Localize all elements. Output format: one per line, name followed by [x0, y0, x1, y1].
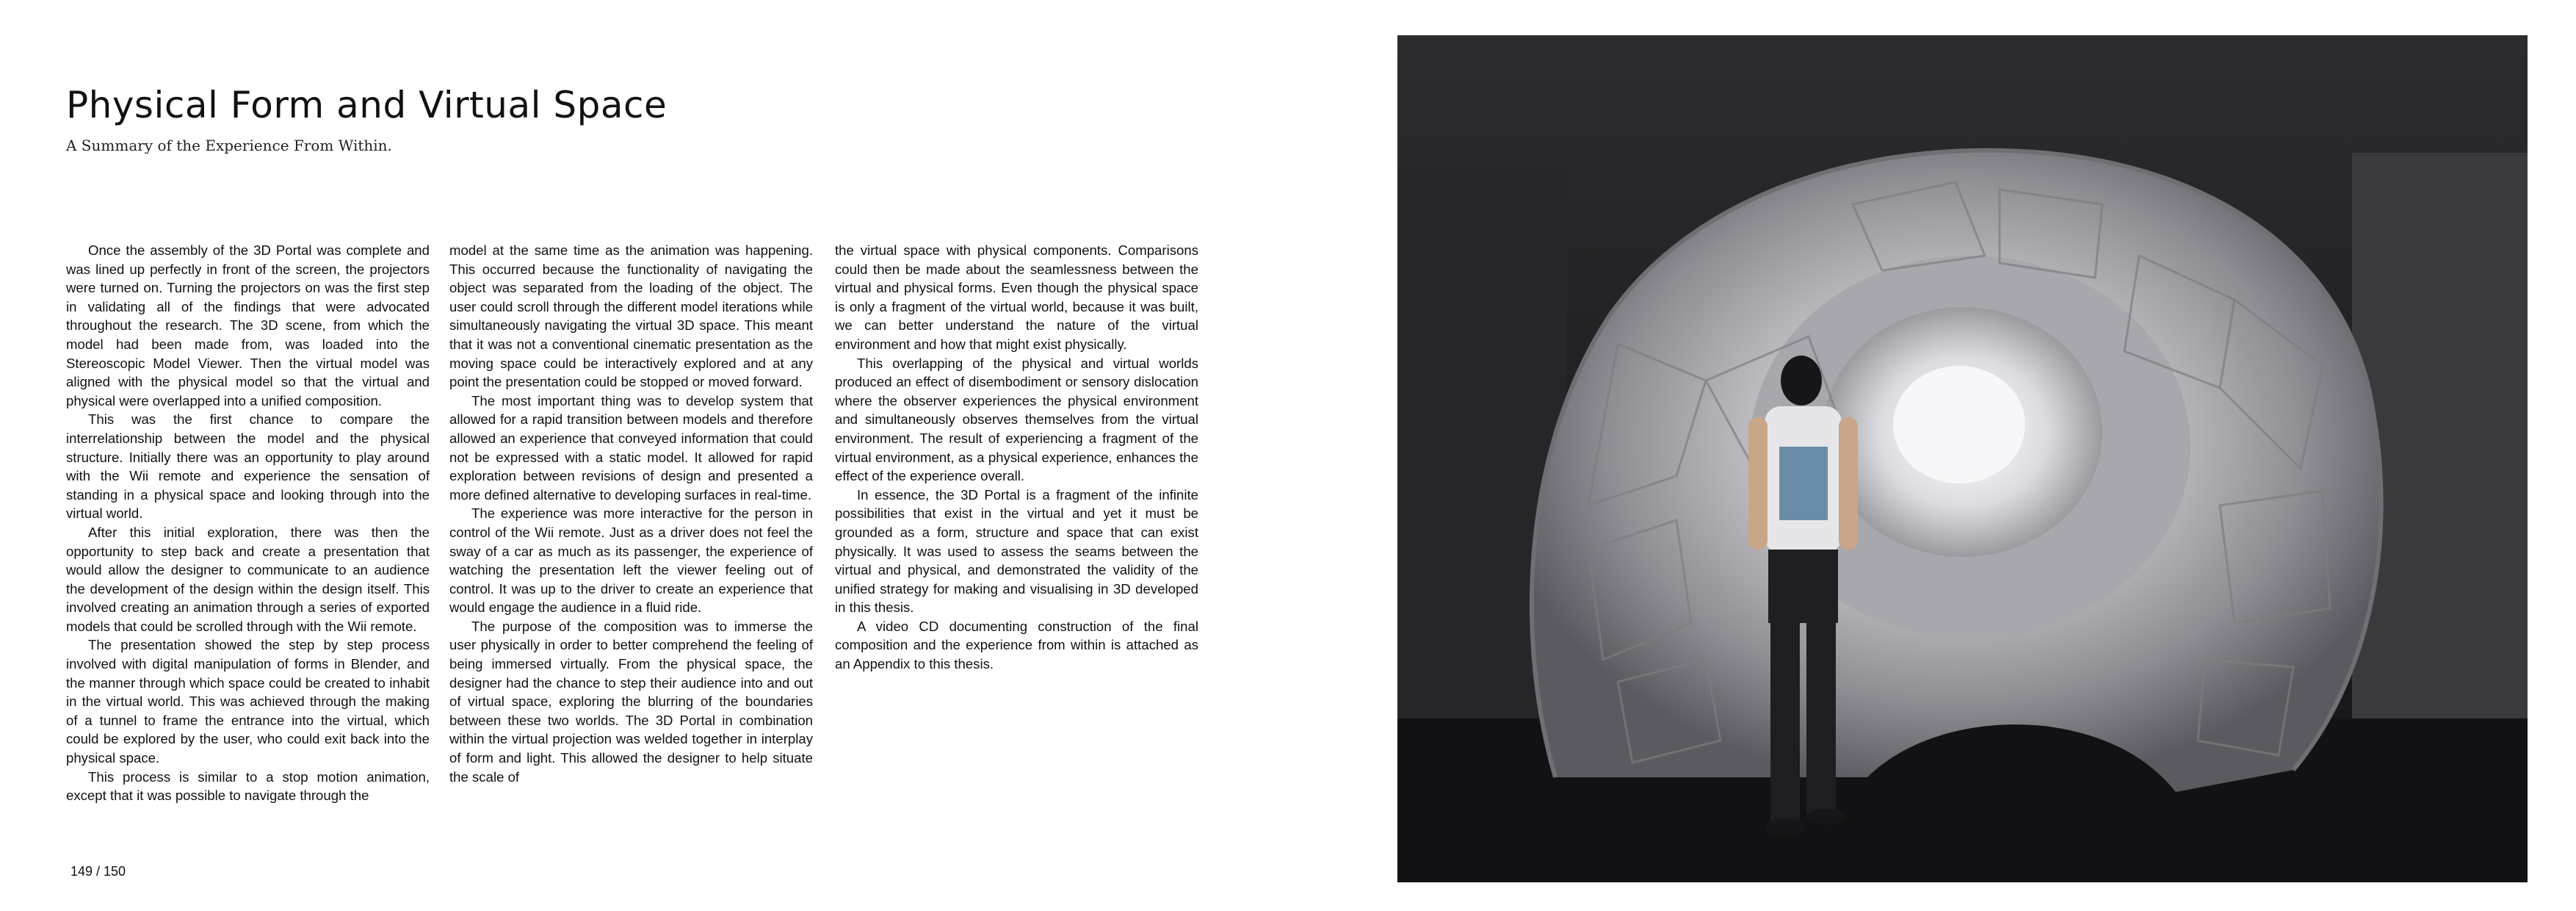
body-paragraph: A video CD documenting construction of the final composition and the experience from within is attached as an Appendix to this thesis.: [835, 618, 1198, 672]
body-paragraph: In essence, the 3D Portal is a fragment of the infinite possibilities that exist in the virtual and yet it must be grounded as a form, structure and space that can exist physically. It was used to assess the seams between the virtual and physical, and demonstrated the validity of the unified strategy for making and visualising in 3D developed in this thesis.: [835, 486, 1198, 616]
body-paragraph: model at the same time as the animation was happening. This occurred because the functionality of navigating the object was separated from the loading of the object. The user could scroll through the different model iterations while simultaneously navigating the virtual 3D space. This meant that it was not a conventional cinematic presentation as the moving space could be interactively explored and at any point the presentation could be stopped or moved forward.: [449, 242, 813, 390]
body-paragraph: Once the assembly of the 3D Portal was complete and was lined up perfectly in front of the screen, the projectors were turned on. Turning the projectors on was the first step in validating all of the findings that were advocated throughout the research. The 3D scene, from which the model had been made from, was loaded into the Stereoscopic Model Viewer. Then the virtual model was aligned with the physical model so that the virtual and physical were overlapped into a unified composition.: [66, 242, 430, 408]
text-column-2: [449, 241, 813, 786]
body-paragraph: After this initial exploration, there was then the opportunity to step back and create a presentation that would allow the designer to communicate to an audience the development of the design within the design itself. This involved creating an animation through a series of exported models that could be scrolled through with the Wii remote.: [66, 524, 430, 634]
text-column-1: [66, 241, 430, 805]
text-column-3: [835, 241, 1198, 674]
body-paragraph: The presentation showed the step by step process involved with digital manipulation of forms in Blender, and the manner through which space could be created to inhabit in the virtual world. This was achieved through the making of a tunnel to frame the entrance into the virtual, which could be explored by the user, who could exit back into the physical space.: [66, 637, 430, 766]
body-paragraph: The experience was more interactive for the person in control of the Wii remote. Just as a driver does not feel the sway of a car as much as its passenger, the experience of watching the presentation left the viewer feeling out of control. It was up to the driver to create an experience that would engage the audience in a fluid ride.: [449, 505, 813, 616]
body-paragraph: This was the first chance to compare the interrelationship between the model and the physical structure. Initially there was an opportunity to play around with the Wii remote and experience the sensation of standing in a physical space and looking through into the virtual world.: [66, 411, 430, 522]
body-paragraph: the virtual space with physical components. Comparisons could then be made about the seamlessness between the virtual and physical forms. Even though the physical space is only a fragment of the virtual world, because it was built, we can better understand the nature of the virtual environment and how that might exist physically.: [835, 242, 1198, 352]
body-paragraph: This process is similar to a stop motion animation, except that it was possible to navigate through the: [66, 768, 430, 804]
body-paragraph: This overlapping of the physical and virtual worlds produced an effect of disembodiment or sensory dislocation where the observer experiences the physical environment and simultaneously observes themselves from the virtual environment. The result of experiencing a fragment of the virtual environment, as a physical experience, enhances the effect of the experience overall.: [835, 355, 1198, 484]
page-title: Physical Form and Virtual Space: [66, 84, 667, 126]
page-subtitle: A Summary of the Experience From Within.: [66, 137, 392, 154]
portal-photo-illustration: [1397, 35, 2528, 882]
body-paragraph: The most important thing was to develop system that allowed for a rapid transition between models and therefore allowed an experience that conveyed information that could not be expressed with a static model. It allowed for rapid exploration between revisions of design and presented a more defined alternative to developing surfaces in real-time.: [449, 392, 813, 503]
portal-photograph: [1397, 35, 2528, 882]
page-number: 149 / 150: [70, 864, 126, 879]
body-paragraph: The purpose of the composition was to immerse the user physically in order to better comprehend the feeling of being immersed virtually. From the physical space, the designer had the chance to step their audience into and out of virtual space, exploring the blurring of the boundaries between these two worlds. The 3D Portal in combination within the virtual projection was welded together in interplay of form and light. This allowed the designer to help situate the scale of: [449, 618, 813, 785]
